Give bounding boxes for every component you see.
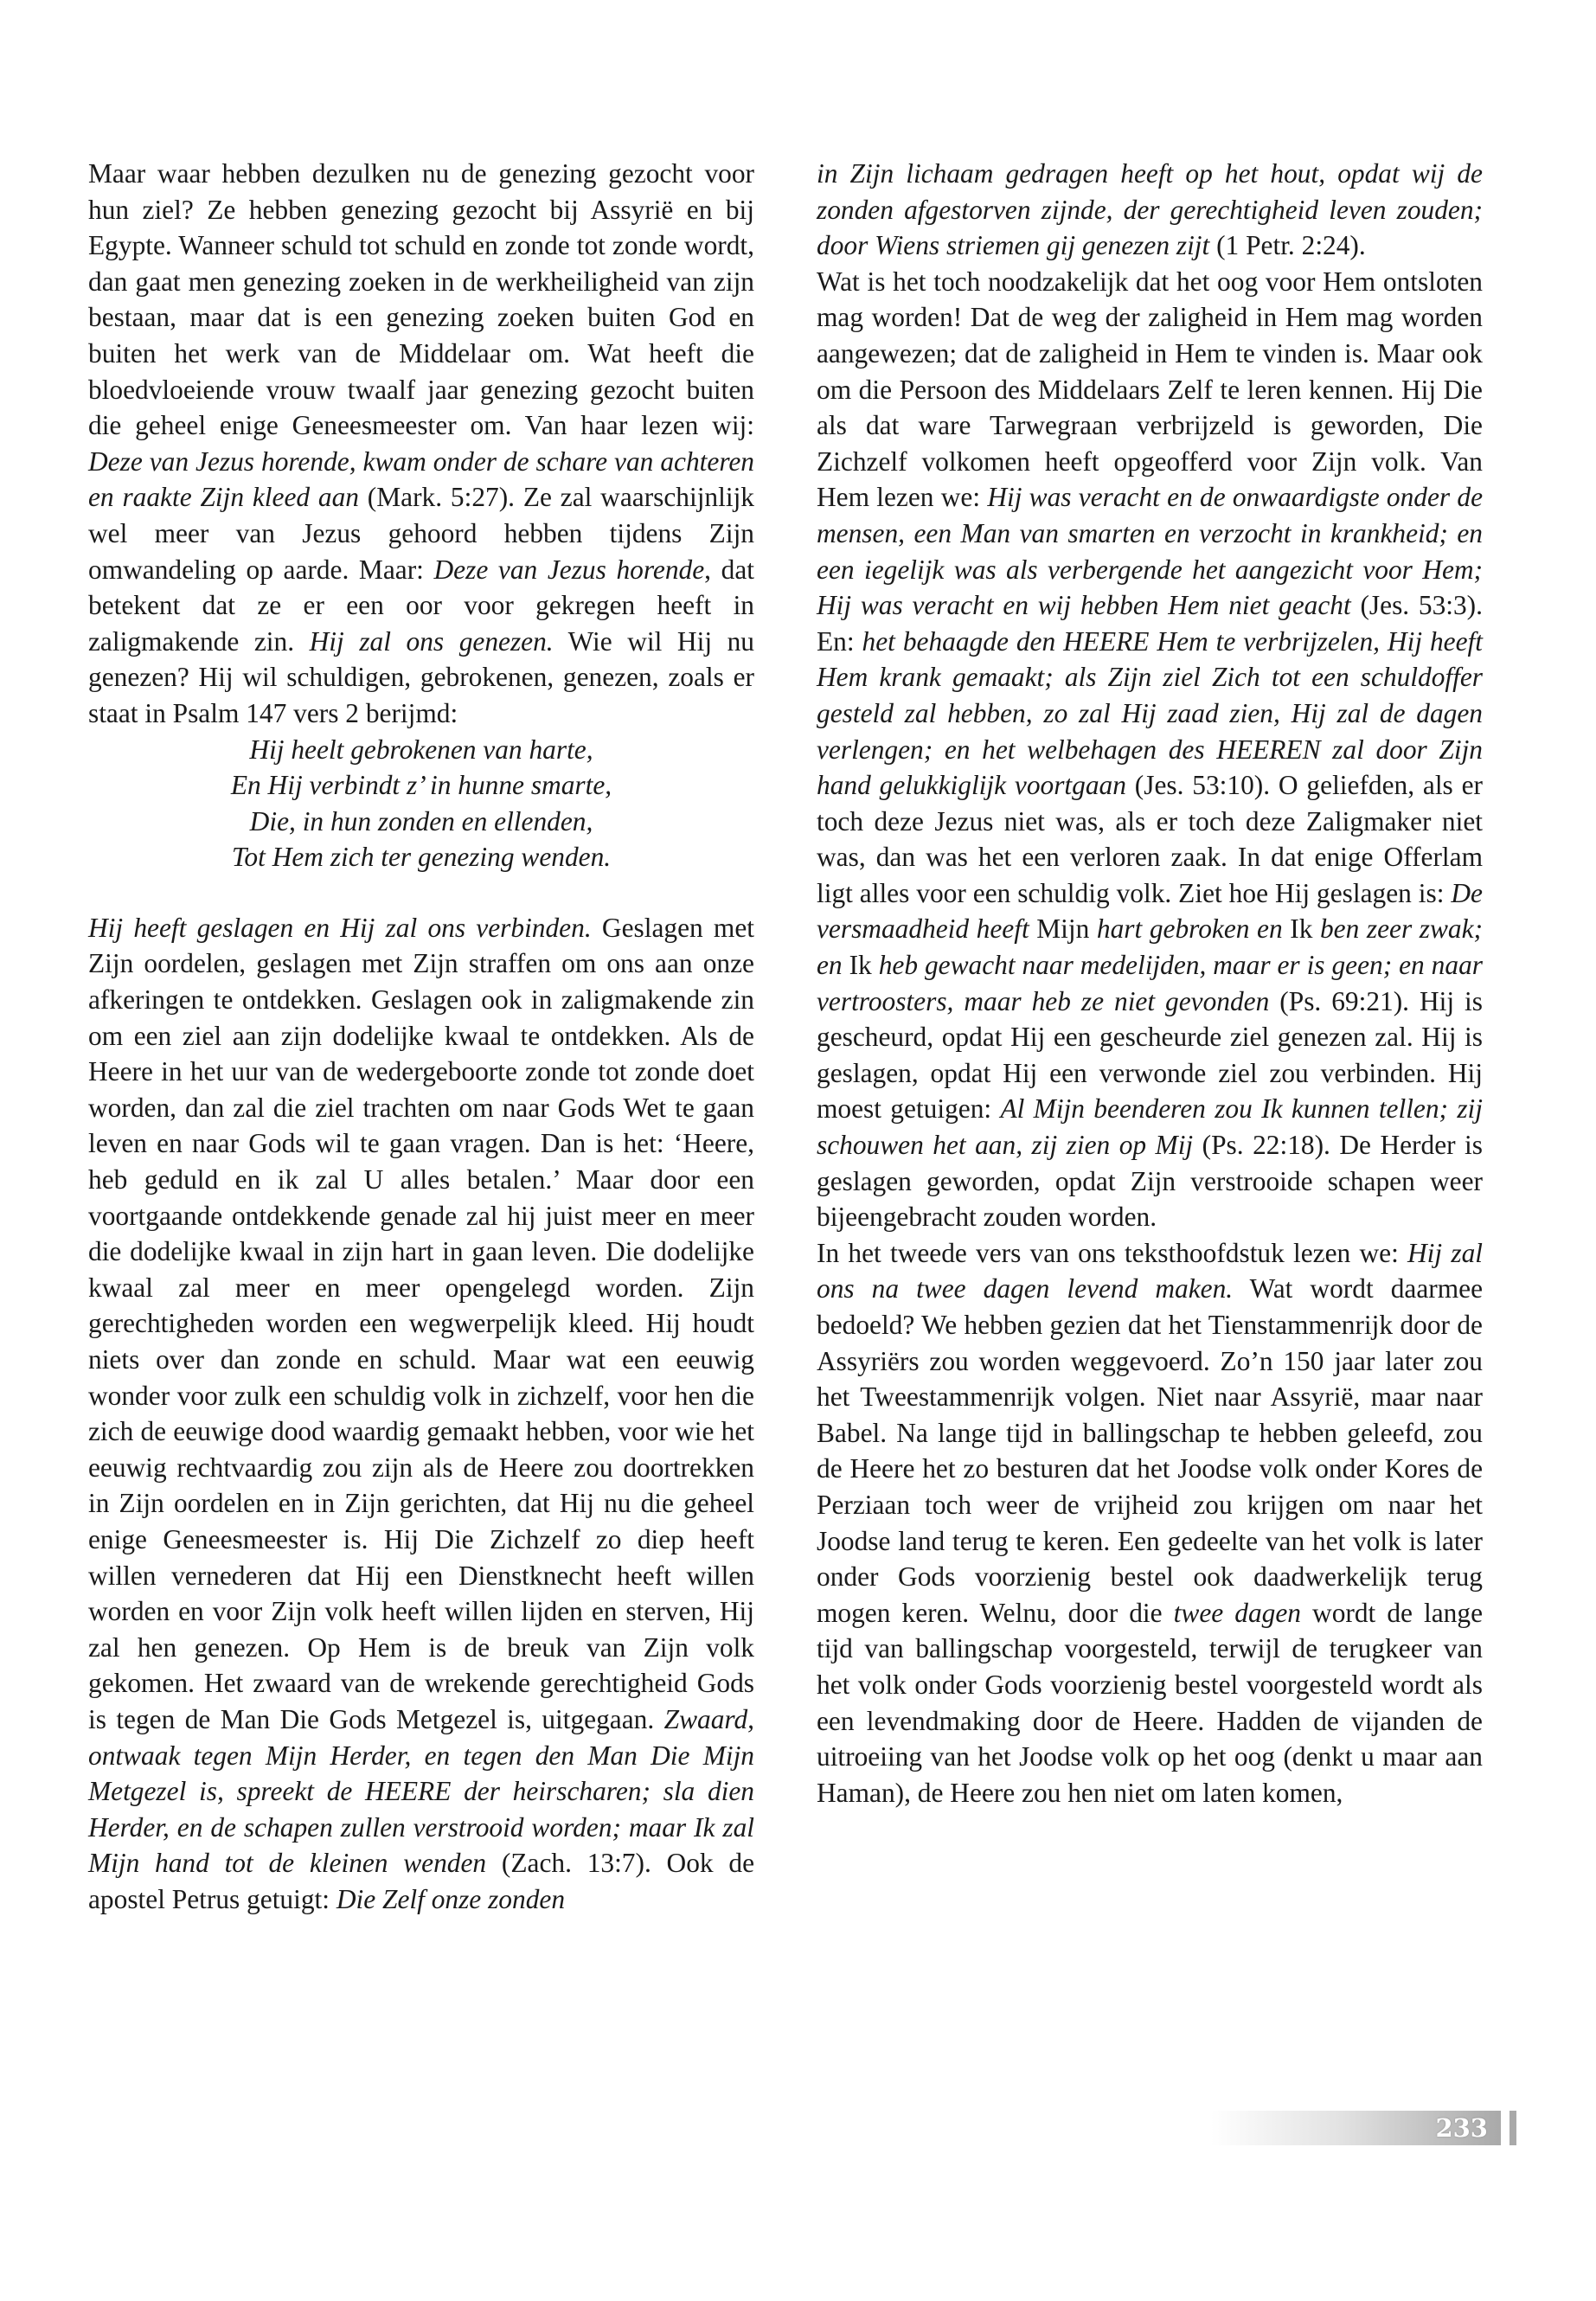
italic-quote: Zwaard, ontwaak tegen Mijn Herder, en tegen den Man Die Mijn Metgezel is, spreekt de HEERE der heirscharen; sla dien Herder, en de schapen zullen verstrooid worden; maar Ik zal Mijn hand tot de kleinen wenden [88, 1703, 754, 1879]
italic-quote: Hij zal ons na twee dagen levend maken. [817, 1237, 1483, 1304]
italic-quote: Die Zelf onze zonden [336, 1883, 566, 1914]
left-paragraph-1 [88, 156, 754, 732]
italic-quote: Hij was veracht en de onwaardigste onder de mensen, een Man van smarten en verzocht in krankheid; en een iegelijk was als verbergende het aangezicht voor Hem; Hij was veracht en wij hebben Hem niet geacht [817, 482, 1484, 621]
right-column [817, 156, 1483, 1811]
text-run: (Zach. 13:7). Ook de apostel Petrus getuigt: [88, 1848, 754, 1914]
text-run: (Ps. 69:21). Hij is gescheurd, opdat Hij een gescheurde ziel genezen zal. Hij is geslagen, opdat Hij een verwonde ziel zou verbinden. Hij moest getuigen: [817, 985, 1483, 1125]
left-paragraph-2 [88, 910, 754, 1918]
italic-quote: heb gewacht naar medelijden, maar er is geen; en naar vertroosters, maar heb ze niet gevonden [817, 950, 1483, 1016]
italic-quote: hart gebroken en [1096, 913, 1283, 945]
footer-tick [1509, 2111, 1516, 2145]
italic-quote: ben zeer zwak; en [817, 913, 1483, 981]
italic-quote: twee dagen [1173, 1597, 1301, 1628]
italic-quote: Hij zal ons genezen. [309, 625, 554, 657]
text-run: Ik [1282, 913, 1320, 945]
text-run: Geslagen met Zijn oordelen, geslagen met Zijn straffen om ons aan onze afkeringen te ontdekken. Geslagen ook in zaligmakende zin om een ziel aan zijn dodelijke kwaal te ontdekken. Als de Heere in het uur van de wedergeboorte zonde tot zonde doet worden, dan zal die ziel trachten om naar Gods Wet te gaan leven en naar Gods wil te gaan vragen. Dan is het: ‘Heere, heb geduld en ik zal U alles betalen.’ Maar door een voortgaande ontdekkende genade zal hij juist meer en meer die dodelijke kwaal in zijn hart in gaan leven. Die dodelijke kwaal zal meer en meer opengelegd worden. Zijn gerechtigheden worden een wegwerpelijk kleed. Hij houdt niets over dan zonde en schuld. Maar wat een eeuwig wonder voor zulk een schuldig volk in zichzelf, voor hen die zich de eeuwige dood waardig gemaakt hebben, voor wie het eeuwig rechtvaardig zou zijn als de Heere zou doortrekken in Zijn oordelen en in Zijn gerichten, dat Hij nu die geheel enige Geneesmeester is. Hij Die Zichzelf zo diep heeft willen vernederen dat Hij een Dienstknecht heeft willen worden en voor Zijn volk heeft willen lijden en sterven, Hij zal hen genezen. Op Hem is de breuk van Zijn volk gekomen. Het zwaard van de wrekende gerechtigheid Gods is tegen de Man Die Gods Metgezel is, uitgegaan. [88, 912, 755, 1734]
psalm-line: Die, in hun zonden en ellenden, [249, 805, 593, 836]
italic-quote: Hij heeft geslagen en Hij zal ons verbinden. [88, 912, 592, 943]
text-run: (Ps. 22:18). De Herder is geslagen geworden, opdat Zijn verstrooide schapen weer bijeengebracht zouden worden. [817, 1130, 1483, 1233]
text-run: In het tweede vers van ons teksthoofdstuk lezen we: [817, 1237, 1408, 1268]
italic-quote: De versmaadheid heeft [817, 877, 1483, 945]
right-paragraph-2 [817, 264, 1483, 1235]
italic-quote: in Zijn lichaam gedragen heeft op het hout, opdat wij de zonden afgestorven zijnde, der gerechtigheid leven zouden; door Wiens striemen gij genezen zijt [817, 158, 1483, 261]
psalm-line: Hij heelt gebrokenen van harte, [249, 734, 593, 765]
psalm-line: Tot Hem zich ter genezing wenden. [231, 842, 612, 873]
italic-quote: het behaagde den HEERE Hem te verbrijzelen, Hij heeft Hem krank gemaakt; als Zijn ziel Zich tot een schuldoffer gesteld zal hebben, zo zal Hij zaad zien, Hij zal de dagen verlengen; en het welbehagen des HEEREN zal door Zijn hand gelukkiglijk voortgaan [817, 625, 1483, 801]
text-run: Ik [842, 950, 879, 981]
text-run: (Jes. 53:10). O geliefden, als er toch deze Jezus niet was, als er toch deze Zaligmaker niet was, dan was het een verloren zaak. In dat enige Offerlam ligt alles voor een schuldig volk. Ziet hoe Hij geslagen is: [817, 770, 1483, 908]
text-run: wordt de lange tijd van ballingschap voorgesteld, terwijl de terugkeer van het volk onder Gods voorzienig bestel voorgesteld wordt als een levendmaking door de Heere. Hadden de vijanden de uitroeiing van het Joodse volk op het oog (denkt u maar aan Haman), de Heere zou hen niet om laten komen, [817, 1597, 1484, 1808]
italic-quote: Deze van Jezus horende [433, 554, 705, 585]
text-run: , dat betekent dat ze er een oor voor gekregen heeft in zaligmakende zin. [88, 554, 754, 657]
text-run: (1 Petr. 2:24). [1209, 230, 1366, 261]
text-run: Mijn [1029, 913, 1097, 945]
italic-quote: Deze van Jezus horende, kwam onder de schare van achteren en raakte Zijn kleed aan [88, 445, 754, 513]
italic-quote: Al Mijn beenderen zou Ik kunnen tellen; zij schouwen het aan, zij zien op Mij [817, 1093, 1483, 1161]
page-number: 233 [1435, 2113, 1488, 2143]
text-run: Maar waar hebben dezulken nu de genezing gezocht voor hun ziel? Ze hebben genezing gezocht bij Assyrië en bij Egypte. Wanneer schuld tot schuld en zonde tot zonde wordt, dan gaat men genezing zoeken in de werkheiligheid van zijn bestaan, maar dat is een genezing zoeken buiten God en buiten het werk van de Middelaar om. Wat heeft die bloedvloeiende vrouw twaalf jaar genezing gezocht buiten die geheel enige Geneesmeester om. Van haar lezen wij: [88, 158, 754, 441]
left-column [88, 156, 754, 1918]
text-run: (Jes. 53:3). En: [817, 590, 1483, 657]
right-paragraph-3 [817, 1235, 1483, 1811]
psalm-verse [88, 732, 754, 875]
text-run: Wat is het toch noodzakelijk dat het oog voor Hem ontsloten mag worden! Dat de weg der zaligheid in Hem mag worden aangewezen; dat de zaligheid in Hem te vinden is. Maar ook om die Persoon des Middelaars Zelf te leren kennen. Hij Die als dat ware Tarwegraan verbrijzeld is geworden, Die Zichzelf volkomen heeft opgeofferd voor Zijn volk. Van Hem lezen we: [817, 266, 1483, 513]
psalm-line: En Hij verbindt z’ in hunne smarte, [230, 770, 612, 801]
text-run: Wat wordt daarmee bedoeld? We hebben gezien dat het Tienstammenrijk door de Assyriërs zou worden weggevoerd. Zo’n 150 jaar later zou het Tweestammenrijk volgen. Niet naar Assyrië, maar naar Babel. Na lange tijd in ballingschap te hebben geleefd, zou de Heere het zo besturen dat het Joodse volk onder Kores de Perziaan toch weer de vrijheid zou krijgen om naar het Joodse land terug te keren. Een gedeelte van het volk is later onder Gods voorzienig bestel ook daadwerkelijk terug mogen keren. Welnu, door die [817, 1273, 1484, 1628]
text-run: (Mark. 5:27). Ze zal waarschijnlijk wel meer van Jezus gehoord hebben tijdens Zijn omwandeling op aarde. Maar: [88, 482, 754, 585]
text-run: Wie wil Hij nu genezen? Hij wil schuldigen, gebrokenen, genezen, zoals er staat in Psalm 147 vers 2 berijmd: [88, 625, 755, 728]
right-paragraph-1 [817, 156, 1483, 264]
